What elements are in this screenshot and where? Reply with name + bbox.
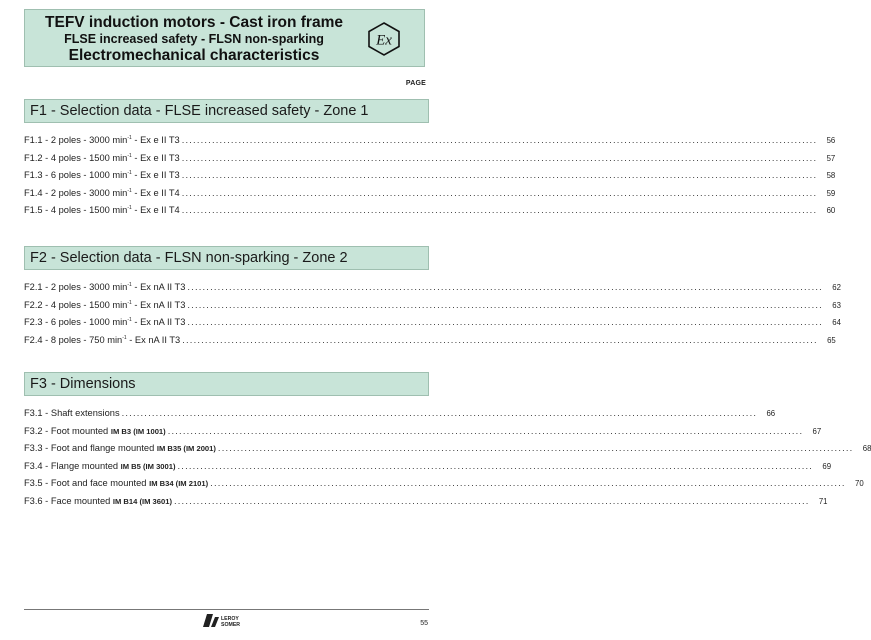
page-number: 66 [766, 409, 776, 418]
logo-text-line1: LEROY [221, 616, 239, 622]
page-number: 56 [826, 136, 836, 145]
section-f2 [24, 246, 841, 352]
toc-entry[interactable]: F1.2 - 4 poles - 1500 $\min^{-1}$ - Ex e II T3 ..... 57 [24, 153, 429, 171]
toc-entry[interactable]: F1.5 - 4 poles - 1500 $\min^{-1}$ - Ex e II T4 ..... 60 [24, 205, 429, 223]
section-title: F1 - Selection data - FLSE increased safety - Zone 1 [24, 99, 429, 123]
dot-leader [178, 461, 814, 471]
dot-leader [187, 282, 823, 292]
page-number: 67 [812, 426, 822, 436]
section-title: F3 - Dimensions [24, 372, 429, 396]
mounting-code: IM B3 (IM 1001) [110, 426, 166, 436]
mounting-code: IM B5 (IM 3001) [120, 461, 176, 471]
page-number: 70 [855, 479, 864, 488]
dot-leader [218, 443, 854, 453]
toc-list [24, 135, 836, 223]
dot-leader [182, 153, 818, 163]
toc-entry[interactable]: F2.4 - 8 poles - 750 $\min^{-1}$ - Ex nA II T3 ..... 65 [24, 335, 429, 353]
toc-entry[interactable]: F3.5 - Foot and face mounted IM B34 (IM 2101) ..... 70 [24, 478, 429, 496]
page-number: 58 [826, 171, 836, 180]
toc-entry[interactable]: F1.4 - 2 poles - 3000 $\min^{-1}$ - Ex e II T4 ..... 59 [24, 188, 429, 206]
toc-entry[interactable]: F2.2 - 4 poles - 1500 $\min^{-1}$ - Ex nA II T3 ..... 63 [24, 300, 429, 318]
footer-divider [24, 609, 429, 610]
toc-entry[interactable]: F3.4 - Flange mounted IM B5 (IM 3001) ..... 69 [24, 461, 429, 479]
toc-entry[interactable]: F1.3 - 6 poles - 1000 $\min^{-1}$ - Ex e II T3 ..... 58 [24, 170, 429, 188]
dot-leader [187, 317, 823, 327]
section-title: F2 - Selection data - FLSN non-sparking - Zone 2 [24, 246, 429, 270]
logo-text-line2: SOMER [221, 622, 241, 628]
dot-leader [182, 188, 818, 198]
toc-entry[interactable]: F3.3 - Foot and flange mounted IM B35 (IM 2001) ..... 68 [24, 443, 429, 461]
document-header [24, 9, 425, 67]
header-subtitle: FLSE increased safety - FLSN non-sparking [64, 32, 324, 46]
toc-entry[interactable]: F3.2 - Foot mounted IM B3 (IM 1001) ..... 67 [24, 426, 429, 444]
page-number: 60 [826, 206, 836, 215]
page-column-label: PAGE [405, 80, 426, 87]
toc-entry[interactable]: F2.1 - 2 poles - 3000 $\min^{-1}$ - Ex nA II T3 ..... 62 [24, 282, 429, 300]
dot-leader [182, 335, 818, 345]
dot-leader [174, 496, 810, 506]
toc-entry[interactable]: F3.1 - Shaft extensions ..... 66 [24, 408, 429, 426]
dot-leader [168, 426, 804, 436]
dot-leader [182, 135, 818, 145]
header-text [25, 14, 363, 65]
toc-entry[interactable]: F3.6 - Face mounted IM B14 (IM 3601) ..... 71 [24, 496, 429, 514]
page-number: 69 [822, 461, 832, 471]
ex-explosion-proof-logo-icon [366, 22, 402, 56]
dot-leader [187, 300, 823, 310]
mounting-code: IM B14 (IM 3601) [112, 496, 172, 506]
header-title: TEFV induction motors - Cast iron frame [45, 14, 343, 31]
dot-leader [182, 170, 818, 180]
ex-logo-text: Ex [376, 32, 392, 49]
page-number: 68 [862, 444, 871, 453]
dot-leader [210, 478, 846, 488]
page-number: 57 [826, 153, 836, 163]
toc-entry[interactable]: F1.1 - 2 poles - 3000 $\min^{-1}$ - Ex e II T3 ..... 56 [24, 135, 429, 153]
toc-entry[interactable]: F2.3 - 6 poles - 1000 $\min^{-1}$ - Ex nA II T3 ..... 64 [24, 317, 429, 335]
footer-page-number: 55 [420, 620, 428, 627]
header-section-title: Electromechanical characteristics [68, 47, 320, 64]
toc-list [24, 408, 871, 513]
page-number: 64 [832, 318, 841, 327]
page-number: 63 [832, 300, 841, 310]
dot-leader [122, 408, 758, 418]
dot-leader [182, 205, 818, 215]
section-f1 [24, 99, 836, 223]
page-number: 62 [832, 283, 841, 292]
page-number: 65 [827, 335, 836, 345]
toc-list [24, 282, 841, 352]
mounting-code: IM B35 (IM 2001) [156, 444, 216, 453]
page-number: 59 [826, 188, 836, 198]
section-f3 [24, 372, 871, 513]
leroy-somer-logo-icon [202, 613, 241, 628]
mounting-code: IM B34 (IM 2101) [149, 479, 209, 488]
page-number: 71 [818, 496, 828, 506]
